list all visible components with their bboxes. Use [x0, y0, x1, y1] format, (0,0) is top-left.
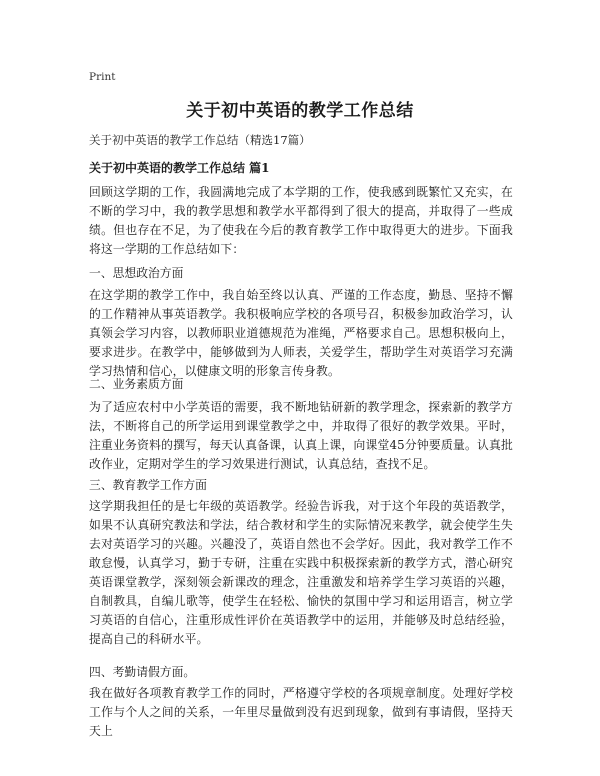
paragraph-attendance: 我在做好各项教育教学工作的同时，严格遵守学校的各项规章制度。处理好学校工作与个人之间的关系，一年里尽量做到没有迟到现象，做到有事请假，坚持天天上	[89, 686, 513, 738]
document-subtitle: 关于初中英语的教学工作总结（精选17篇）	[89, 133, 311, 147]
paragraph-intro: 回顾这学期的工作，我圆满地完成了本学期的工作，使我感到既繁忙又充实，在不断的学习中，我的教学思想和教学水平都得到了很大的提高，并取得了一些成绩。但也存在不足，为了使我在今后的教育教学工作中取得更大的进步。下面我将这一学期的工作总结如下：	[89, 185, 513, 256]
paragraph-professional: 为了适应农村中小学英语的需要，我不断地钻研新的教学理念，探索新的教学方法，不断将自己的所学运用到课堂教学之中，并取得了很好的教学效果。平时，注重业务资料的撰写，每天认真备课，认真上课，向课堂45分钟要质量。认真批改作业，定期对学生的学习效果进行测试，认真总结，查找不足。	[89, 400, 513, 471]
print-link[interactable]: Print	[89, 71, 116, 83]
heading-attendance: 四、考勤请假方面。	[89, 665, 196, 679]
document-title: 关于初中英语的教学工作总结	[186, 101, 414, 121]
paragraph-political: 在这学期的教学工作中，我自始至终以认真、严谨的工作态度，勤恳、坚持不懈的工作精神从事英语教学。我积极响应学校的各项号召，积极参加政治学习，认真领会学习内容，以教师职业道德规范为准绳，严格要求自己。思想积极向上，要求进步。在教学中，能够做到为人师表，关爱学生，帮助学生对英语学习充满学习热情和信心，以健康文明的形象言传身教。	[89, 288, 513, 378]
heading-teaching: 三、教育教学工作方面	[89, 478, 207, 492]
heading-professional: 二、业务素质方面	[89, 377, 184, 391]
section-title: 关于初中英语的教学工作总结 篇1	[89, 161, 270, 175]
heading-political: 一、思想政治方面	[89, 266, 184, 280]
paragraph-teaching: 这学期我担任的是七年级的英语教学。经验告诉我，对于这个年段的英语教学，如果不认真研究教法和学法，结合教材和学生的实际情况来教学，就会使学生失去对英语学习的兴趣。兴趣没了，英语自然也不会学好。因此，我对教学工作不敢怠慢，认真学习，勤于专研，注重在实践中积极探索新的教学方式，潜心研究英语课堂教学，深刻领会新课改的理念，注重激发和培养学生学习英语的兴趣，自制教具，自编儿歌等，使学生在轻松、愉快的氛围中学习和运用语言，树立学习英语的自信心，注重形成性评价在英语教学中的运用，并能够及时总结经验，提高自己的科研水平。	[89, 499, 513, 646]
